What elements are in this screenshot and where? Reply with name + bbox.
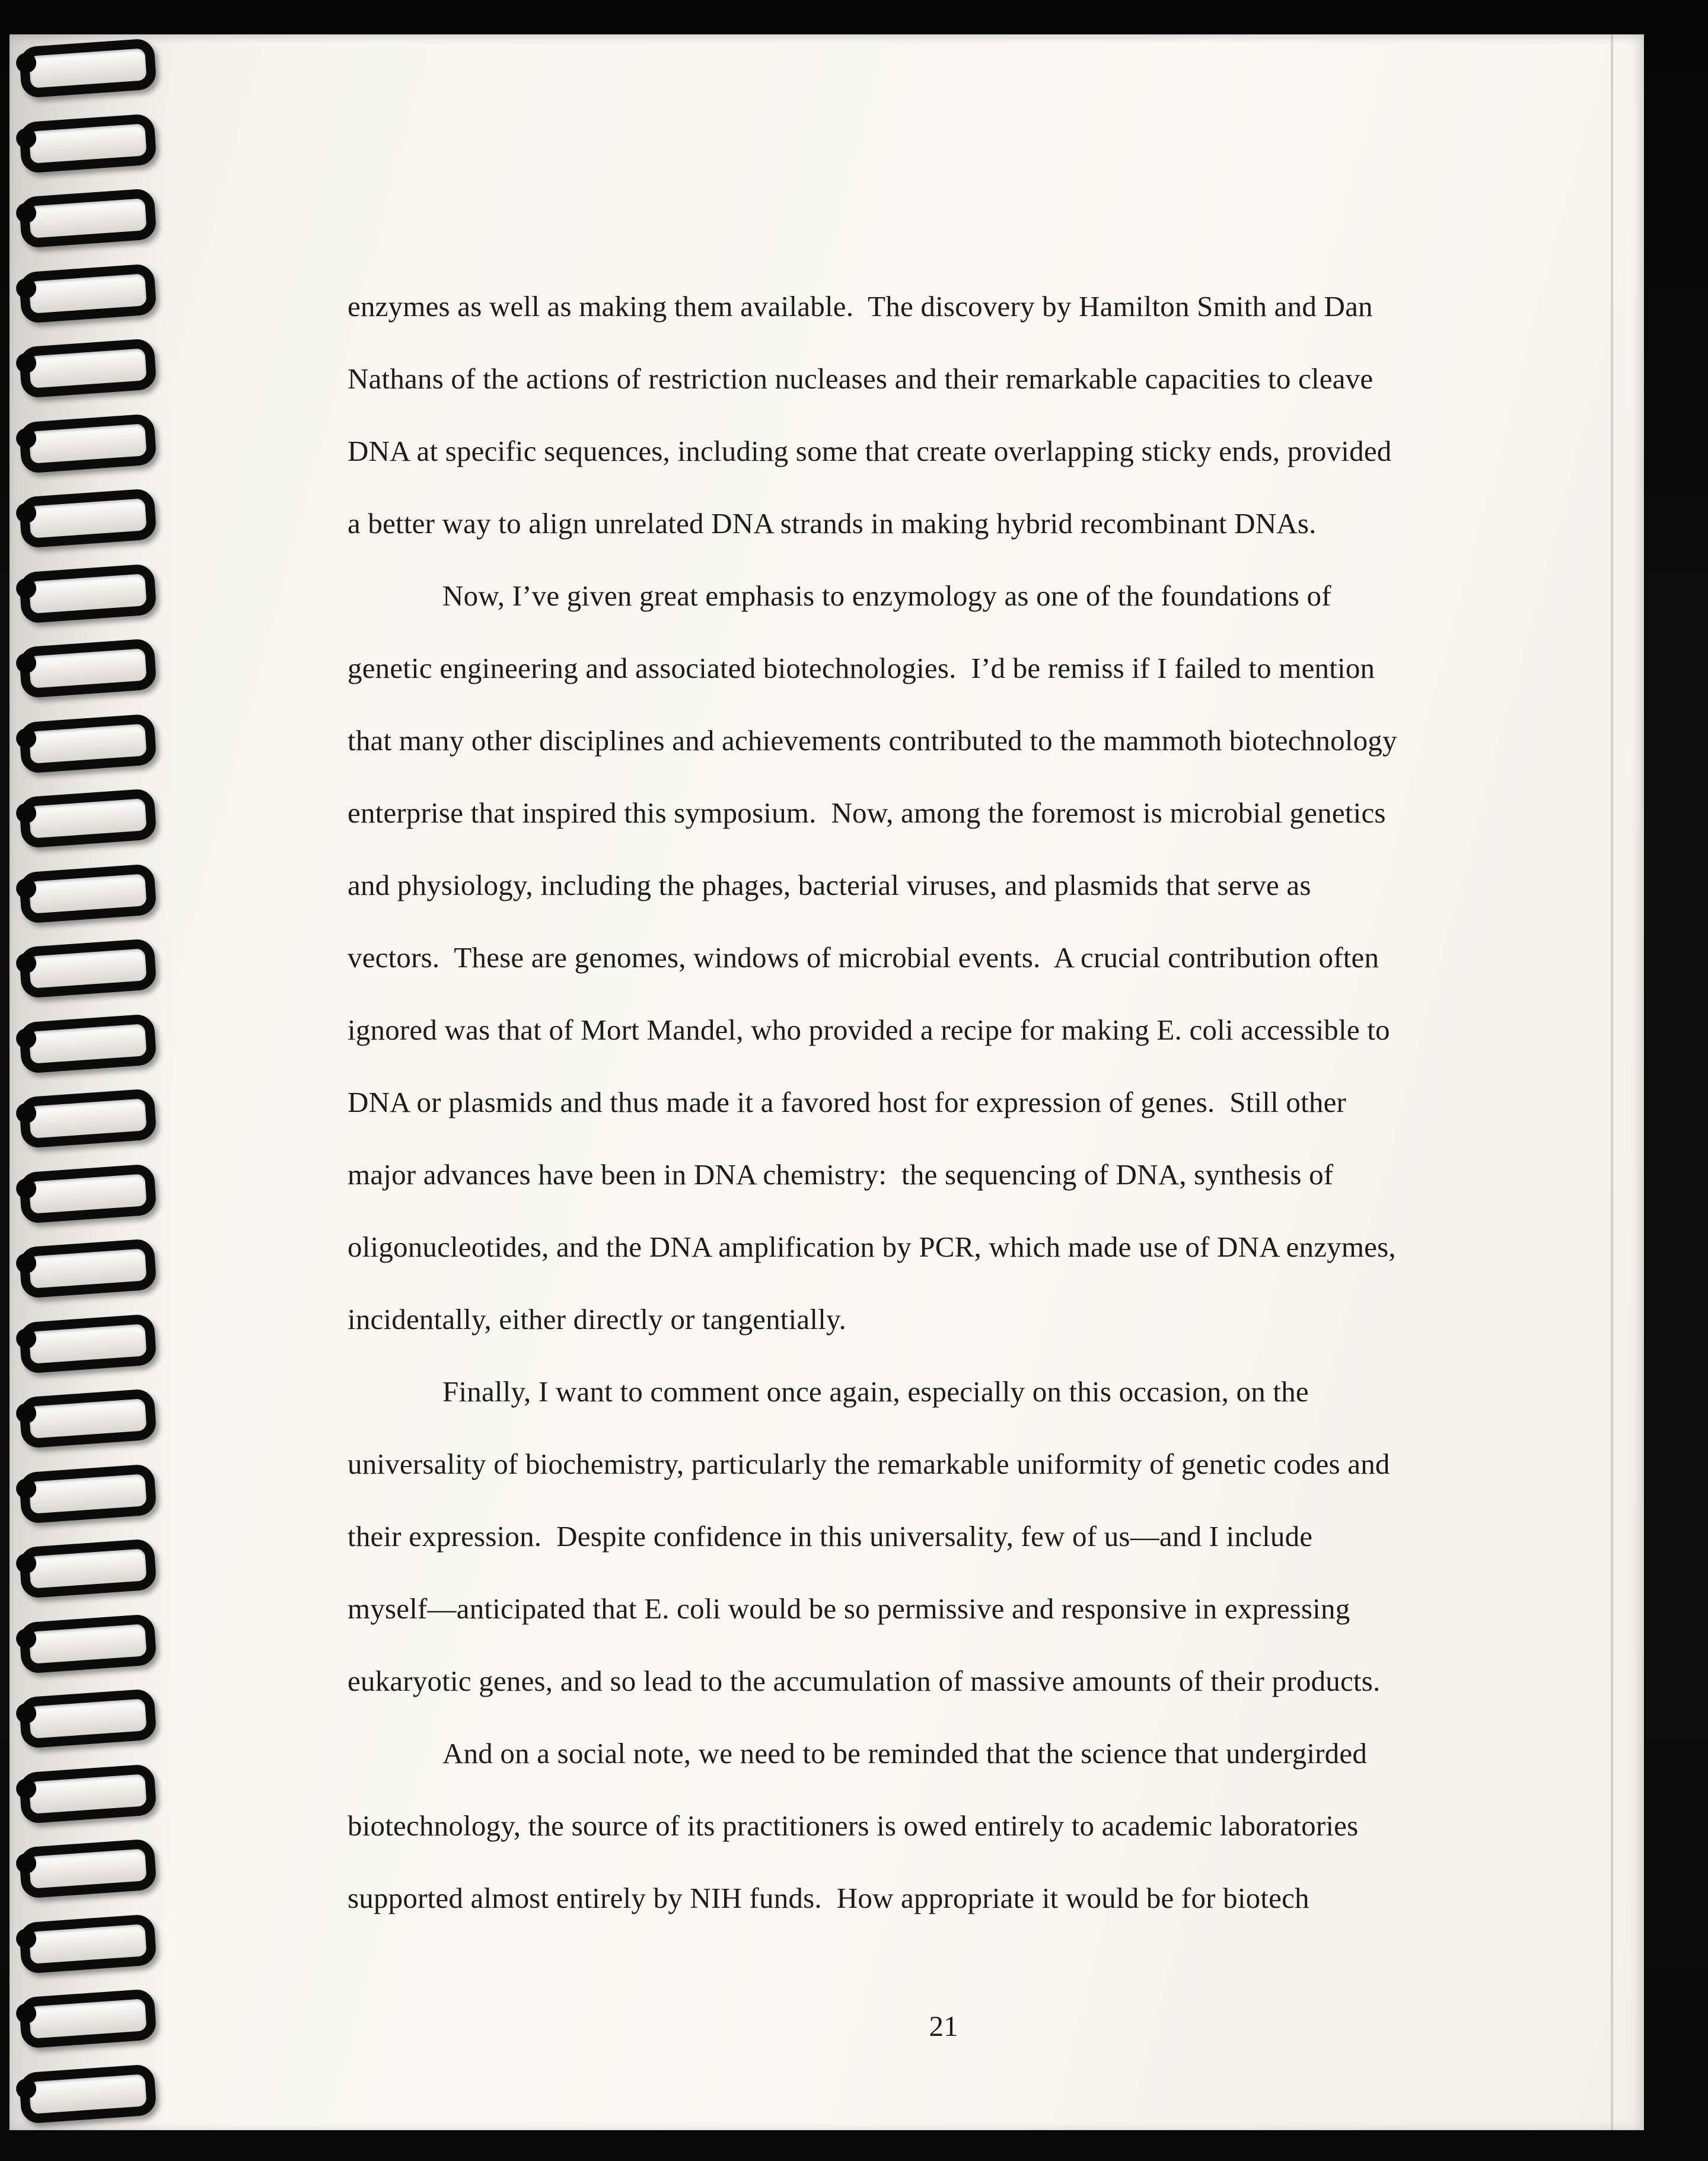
binding-coil-icon: [18, 413, 157, 474]
binding-coil-icon: [18, 1688, 157, 1749]
binding-coil-icon: [18, 38, 157, 98]
binding-coil-icon: [18, 1088, 157, 1149]
binding-coil-icon: [18, 638, 157, 699]
text-line: ignored was that of Mort Mandel, who provided a recipe for making E. coli accessible to: [348, 1013, 1390, 1046]
text-line: incidentally, either directly or tangentially.: [348, 1303, 846, 1336]
binding-coil-icon: [18, 1764, 157, 1824]
text-line: DNA at specific sequences, including some that create overlapping sticky ends, provided: [348, 435, 1392, 467]
text-line: DNA or plasmids and thus made it a favored host for expression of genes. Still other: [348, 1086, 1347, 1118]
page: [9, 34, 1644, 2130]
binding-coil-icon: [18, 1238, 157, 1299]
text-line: vectors. These are genomes, windows of microbial events. A crucial contribution often: [348, 941, 1379, 974]
page-number: 21: [929, 2010, 958, 2042]
text-line: enterprise that inspired this symposium. Now, among the foremost is microbial genetics: [348, 796, 1386, 829]
text-line: biotechnology, the source of its practitioners is owed entirely to academic laboratories: [348, 1809, 1359, 1842]
binding-coil-icon: [18, 2064, 157, 2124]
binding-coil-icon: [18, 563, 157, 624]
text-line: oligonucleotides, and the DNA amplification by PCR, which made use of DNA enzymes,: [348, 1231, 1396, 1263]
binding-coil-icon: [18, 713, 157, 774]
binding-coil-icon: [18, 1839, 157, 1899]
binding-coil-icon: [18, 1914, 157, 1974]
text-line: a better way to align unrelated DNA strands in making hybrid recombinant DNAs.: [348, 507, 1317, 540]
binding-coil-icon: [18, 338, 157, 399]
binding-coil-icon: [18, 1164, 157, 1224]
page-text: [348, 270, 1581, 1934]
spiral-binding: [9, 34, 152, 2130]
text-line: enzymes as well as making them available. The discovery by Hamilton Smith and Dan: [348, 290, 1373, 323]
text-line: and physiology, including the phages, bacterial viruses, and plasmids that serve as: [348, 869, 1311, 901]
binding-coil-icon: [18, 1013, 157, 1074]
binding-coil-icon: [18, 938, 157, 999]
text-line: Finally, I want to comment once again, especially on this occasion, on the: [442, 1375, 1309, 1408]
binding-coil-icon: [18, 1538, 157, 1599]
text-line: Nathans of the actions of restriction nucleases and their remarkable capacities to cleave: [348, 362, 1374, 395]
text-line: their expression. Despite confidence in this universality, few of us—and I include: [348, 1520, 1313, 1553]
text-line: genetic engineering and associated biotechnologies. I’d be remiss if I failed to mention: [348, 652, 1375, 684]
binding-coil-icon: [18, 488, 157, 549]
text-line: that many other disciplines and achievements contributed to the mammoth biotechnology: [348, 724, 1397, 757]
binding-coil-icon: [18, 1388, 157, 1449]
text-line: universality of biochemistry, particularly the remarkable uniformity of genetic codes and: [348, 1448, 1390, 1480]
text-line: Now, I’ve given great emphasis to enzymology as one of the foundations of: [442, 579, 1331, 612]
binding-coil-icon: [18, 788, 157, 849]
binding-coil-icon: [18, 1314, 157, 1374]
binding-coil-icon: [18, 1989, 157, 2050]
text-line: major advances have been in DNA chemistry: the sequencing of DNA, synthesis of: [348, 1158, 1334, 1191]
text-line: supported almost entirely by NIH funds. How appropriate it would be for biotech: [348, 1882, 1309, 1914]
text-line: eukaryotic genes, and so lead to the accumulation of massive amounts of their products.: [348, 1665, 1381, 1697]
binding-coil-icon: [18, 1464, 157, 1524]
binding-coil-icon: [18, 263, 157, 324]
text-line: myself—anticipated that E. coli would be so permissive and responsive in expressing: [348, 1592, 1350, 1625]
text-line: And on a social note, we need to be reminded that the science that undergirded: [442, 1737, 1368, 1770]
binding-coil-icon: [18, 1614, 157, 1674]
binding-coil-icon: [18, 863, 157, 924]
binding-coil-icon: [18, 188, 157, 248]
binding-coil-icon: [18, 113, 157, 174]
